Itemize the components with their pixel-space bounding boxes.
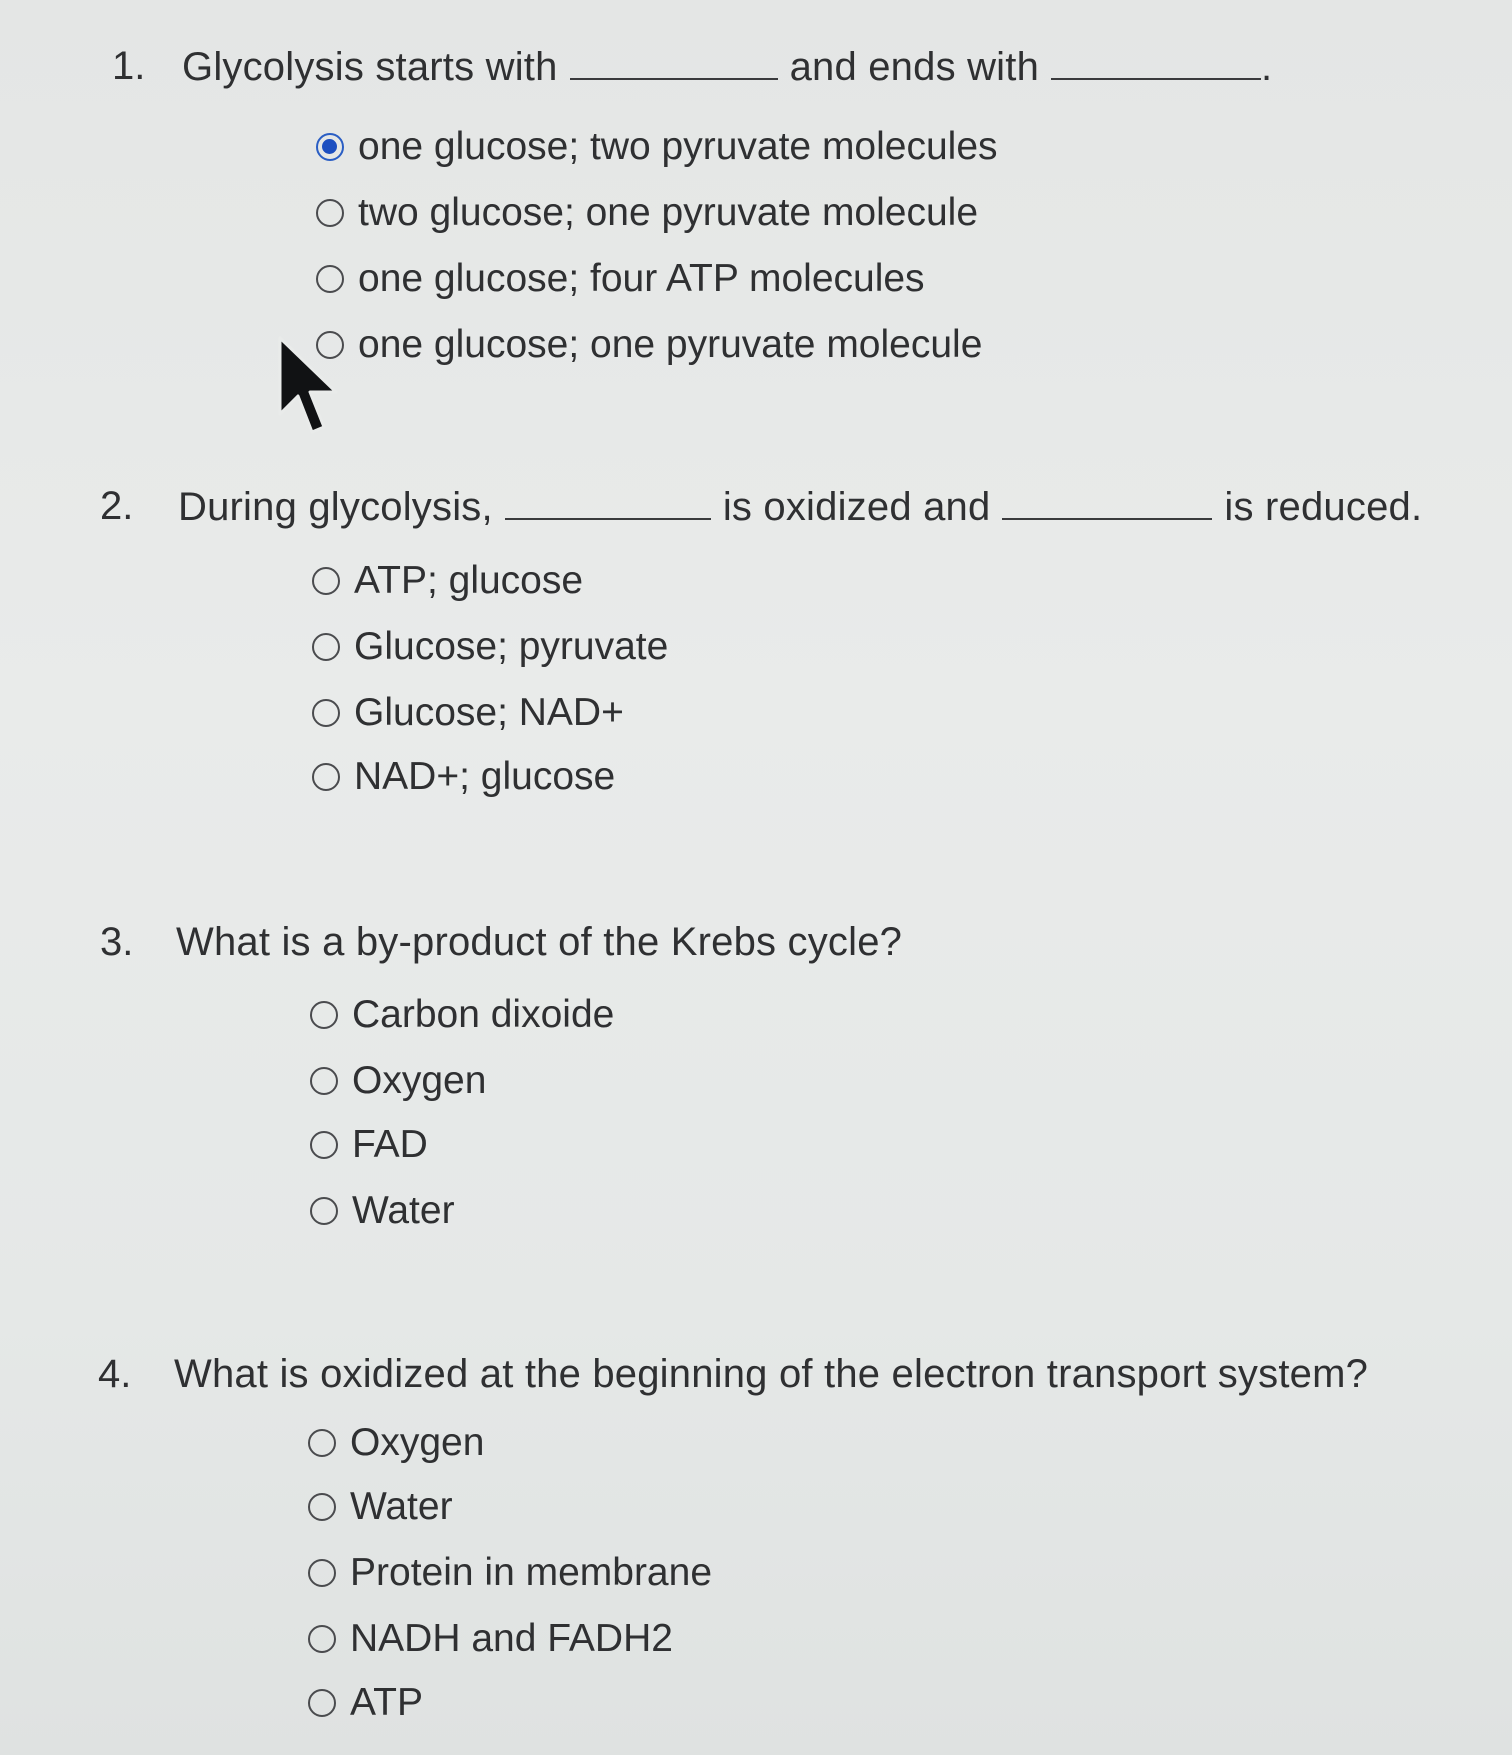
- question-number: 2.: [100, 484, 134, 528]
- answer-option[interactable]: [316, 122, 998, 172]
- radio-button[interactable]: [310, 1197, 338, 1225]
- option-label: one glucose; two pyruvate molecules: [358, 125, 998, 168]
- radio-button[interactable]: [308, 1559, 336, 1587]
- option-label: one glucose; one pyruvate molecule: [358, 323, 983, 366]
- question-text: What is oxidized at the beginning of the electron transport system?: [174, 1352, 1369, 1396]
- radio-button[interactable]: [316, 265, 344, 293]
- option-label: Carbon dixoide: [352, 993, 615, 1036]
- radio-button[interactable]: [308, 1625, 336, 1653]
- answer-option[interactable]: [308, 1614, 673, 1664]
- radio-button[interactable]: [308, 1493, 336, 1521]
- answer-option[interactable]: [310, 1186, 455, 1236]
- option-label: two glucose; one pyruvate molecule: [358, 191, 979, 234]
- question-text: [178, 484, 1422, 530]
- answer-option[interactable]: [310, 990, 614, 1040]
- answer-blank: [1002, 484, 1212, 520]
- option-label: ATP: [350, 1681, 423, 1724]
- question-number: 1.: [112, 44, 146, 88]
- radio-button[interactable]: [310, 1001, 338, 1029]
- radio-button[interactable]: [308, 1689, 336, 1717]
- answer-option[interactable]: [316, 188, 978, 238]
- answer-option[interactable]: [308, 1482, 453, 1532]
- question-text-part: Glycolysis starts with: [182, 45, 558, 89]
- answer-option[interactable]: [312, 622, 668, 672]
- mouse-pointer-icon: [276, 336, 346, 436]
- answer-option[interactable]: [316, 320, 982, 370]
- option-label: Oxygen: [352, 1059, 487, 1102]
- question-number: 3.: [100, 920, 134, 964]
- option-label: one glucose; four ATP molecules: [358, 257, 925, 300]
- question-text-part: .: [1261, 45, 1273, 89]
- answer-option[interactable]: [310, 1120, 428, 1170]
- option-label: Oxygen: [350, 1421, 485, 1464]
- radio-button[interactable]: [310, 1131, 338, 1159]
- answer-blank: [570, 44, 778, 80]
- option-label: Water: [350, 1485, 453, 1528]
- radio-button[interactable]: [316, 199, 344, 227]
- radio-button[interactable]: [312, 567, 340, 595]
- answer-option[interactable]: [312, 752, 615, 802]
- option-label: Water: [352, 1189, 455, 1232]
- answer-option[interactable]: [310, 1056, 486, 1106]
- option-label: Glucose; pyruvate: [354, 625, 669, 668]
- answer-option[interactable]: [308, 1418, 484, 1468]
- option-label: NAD+; glucose: [354, 755, 616, 798]
- option-label: FAD: [352, 1123, 428, 1166]
- radio-button[interactable]: [310, 1067, 338, 1095]
- question-text: What is a by-product of the Krebs cycle?: [176, 920, 903, 964]
- answer-blank: [505, 484, 711, 520]
- option-label: NADH and FADH2: [350, 1617, 673, 1660]
- answer-option[interactable]: [312, 556, 583, 606]
- answer-option[interactable]: [316, 254, 925, 304]
- question-number: 4.: [98, 1352, 132, 1396]
- answer-blank: [1051, 44, 1261, 80]
- question-text-part: is reduced.: [1224, 485, 1423, 529]
- radio-button[interactable]: [312, 763, 340, 791]
- option-label: ATP; glucose: [354, 559, 584, 602]
- option-label: Protein in membrane: [350, 1551, 713, 1594]
- option-label: Glucose; NAD+: [354, 691, 624, 734]
- radio-button[interactable]: [312, 633, 340, 661]
- answer-option[interactable]: [308, 1678, 423, 1728]
- radio-button[interactable]: [312, 699, 340, 727]
- answer-option[interactable]: [308, 1548, 712, 1598]
- answer-option[interactable]: [312, 688, 624, 738]
- question-text-part: and ends with: [789, 45, 1040, 89]
- question-text: [182, 44, 1272, 90]
- radio-button-selected[interactable]: [316, 133, 344, 161]
- radio-button[interactable]: [308, 1429, 336, 1457]
- question-text-part: is oxidized and: [722, 485, 991, 529]
- question-text-part: During glycolysis,: [178, 485, 493, 529]
